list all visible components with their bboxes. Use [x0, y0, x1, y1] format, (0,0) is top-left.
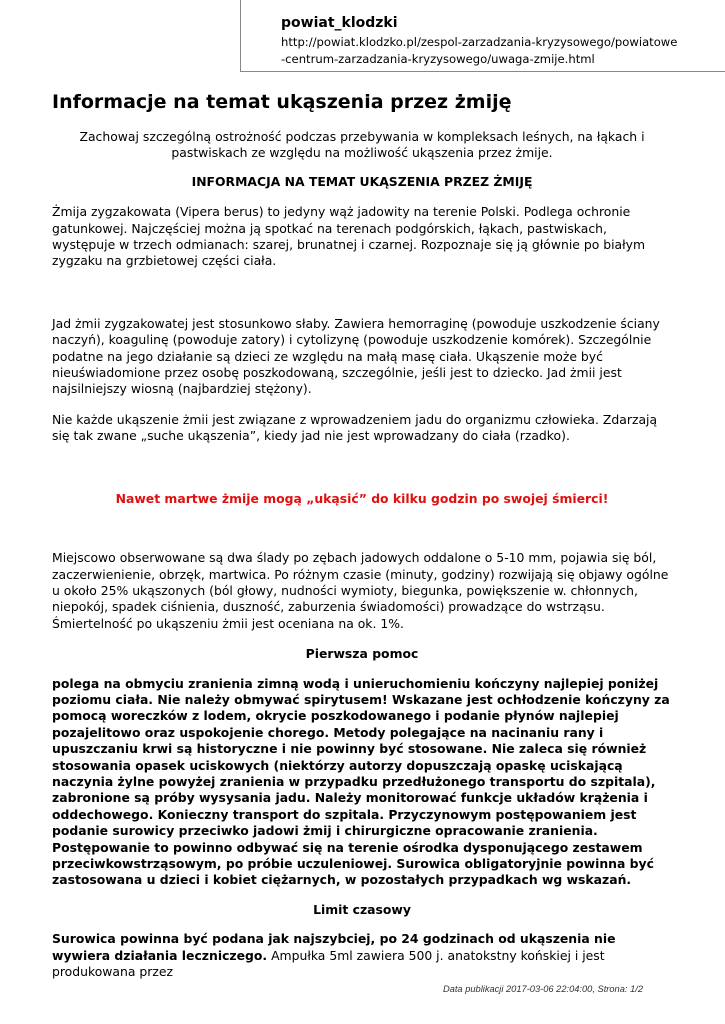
- site-name: powiat_klodzki: [281, 15, 398, 31]
- time-limit-normal: Ampułka 5ml zawiera 500 j. anatokstny końskiej i jest produkowana przez: [52, 947, 605, 980]
- section-heading: INFORMACJA NA TEMAT UKĄSZENIA PRZEZ ŻMIJĘ: [191, 173, 533, 189]
- article-body: [52, 90, 672, 980]
- paragraph-species: Żmija zygzakowata (Vipera berus) to jedyny wąż jadowity na terenie Polski. Podlega ochronie gatunkowej. Najczęściej można ją spotkać na terenach podgórskich, łąkach, pastwiskach, występuje w trzech odmianach: szarej, brunatnej i czarnej. Rozpoznaje się ją głównie po białym zygzaku na grzbietowej części ciała.: [52, 204, 646, 269]
- time-limit-bold: Surowica powinna być podana jak najszybciej, po 24 godzinach od ukąszenia nie wywiera działania leczniczego.: [52, 931, 616, 963]
- time-limit-heading: Limit czasowy: [313, 901, 411, 917]
- publication-footer: Data publikacji 2017-03-06 22:04:00, Strona: 1/2: [442, 984, 643, 994]
- paragraph-symptoms: Miejscowo obserwowane są dwa ślady po zębach jadowych oddalone o 5-10 mm, pojawia się ból, zaczerwienienie, obrzęk, martwica. Po różnym czasie (minuty, godziny) rozwijają się objawy ogólne u około 25% ukąszonych (ból głowy, nudności wymioty, biegunka, powiększenie w. chłonnych, niepokój, spadek ciśnienia, duszność, zaburzenia świadomości) prowadzące do wstrząsu. Śmiertelność po ukąszeniu żmii jest oceniana na ok. 1%.: [52, 550, 669, 631]
- first-aid-text: polega na obmyciu zranienia zimną wodą i unieruchomieniu kończyny najlepiej poniżej poziomu ciała. Nie należy obmywać spirytusem! Wskazane jest ochłodzenie kończyny za pomocą woreczków z lodem, okrycie poszkodowanego i podanie płynów najlepiej pozajelitowo oraz uspokojenie chorego. Metody polegające na nacinaniu rany i upuszczaniu krwi są historyczne i nie powinny być stosowane. Nie zaleca się również stosowania opasek uciskowych (niektórzy autorzy dopuszczają opaskę uciskającą naczynia żylne powyżej zranienia w przypadku przedłużonego transportu do szpitala), zabronione są próby wysysania jadu. Należy monitorować funkcje układów krążenia i oddechowego. Konieczny transport do szpitala. Przyczynowym postępowaniem jest podanie surowicy przeciwko jadowi żmij i chirurgiczne opracowanie zranienia. Postępowanie to powinno odbywać się na terenie ośrodka dysponującego zestawem przeciwkowstrząsowym, po próbie uczuleniowej. Surowica obligatoryjnie powinna być zastosowana u dzieci i kobiet ciężarnych, w pozostałych przypadkach wg wskazań.: [52, 675, 670, 888]
- time-limit-paragraph: [52, 931, 672, 980]
- warning-text: Nawet martwe żmije mogą „ukąsić” do kilku godzin po swojej śmierci!: [115, 490, 609, 506]
- paragraph-venom: Jad żmii zygzakowatej jest stosunkowo słaby. Zawiera hemorraginę (powoduje uszkodzenie ściany naczyń), koagulinę (powoduje zatory) i cytolizynę (powoduje uszkodzenie komórek). Szczególnie podatne na jego działanie są dzieci ze względu na małą masę ciała. Ukąszenie może być nieuświadomione przez osobę poszkodowaną, szczególnie, jeśli jest to dziecko. Jad żmii jest najsilniejszy wiosną (najbardziej stężony).: [52, 315, 660, 397]
- intro-paragraph: Zachowaj szczególną ostrożność podczas przebywania w kompleksach leśnych, na łąkach i pastwiskach ze względu na możliwość ukąszenia przez żmije.: [79, 129, 645, 161]
- paragraph-dry-bites: Nie każde ukąszenie żmii jest związane z wprowadzeniem jadu do organizmu człowieka. Zdarzają się tak zwane „suche ukąszenia”, kiedy jad nie jest wprowadzany do ciała (rzadko).: [52, 411, 658, 444]
- first-aid-heading: Pierwsza pomoc: [305, 646, 419, 662]
- source-url[interactable]: http://powiat.klodzko.pl/zespol-zarzadzania-kryzysowego/powiatowe-centrum-zarzadzania-kryzysowego/uwaga-zmije.html: [281, 35, 678, 66]
- page-title: Informacje na temat ukąszenia przez żmiję: [52, 91, 512, 113]
- document-header: [240, 0, 725, 72]
